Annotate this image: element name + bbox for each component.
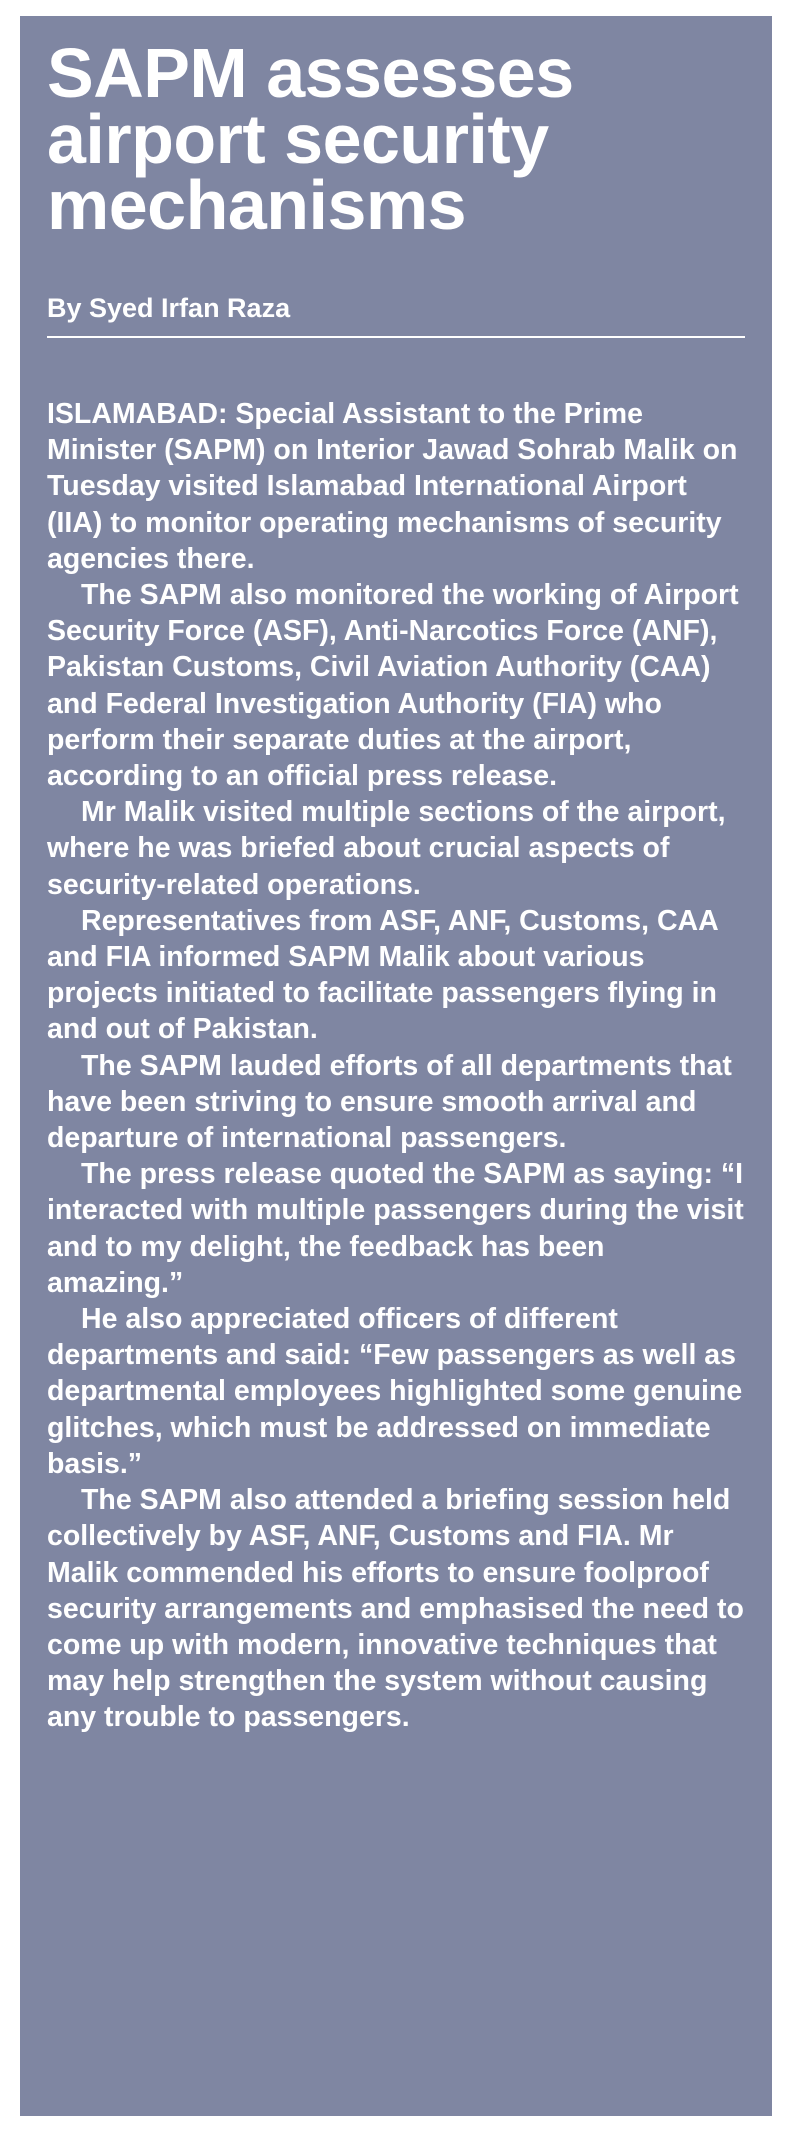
article-paragraph: He also appreciated officers of different departments and said: “Few passengers as well as departmental employees highlighted some genuine glitches, which must be addressed on immediate basis.” xyxy=(47,1303,743,1480)
article-byline: By Syed Irfan Raza xyxy=(47,293,291,323)
article-paragraph: The SAPM also monitored the working of Airport Security Force (ASF), Anti-Narcotics Force (ANF), Pakistan Customs, Civil Aviation Authority (CAA) and Federal Investigation Authority (FIA) who perform their separate duties at the airport, according to an official press release. xyxy=(47,579,739,793)
article-panel xyxy=(20,16,772,2116)
article-body xyxy=(47,396,747,1736)
article-paragraph: Representatives from ASF, ANF, Customs, CAA and FIA informed SAPM Malik about various projects initiated to facilitate passengers flying in and out of Pakistan. xyxy=(47,904,718,1046)
article-headline: SAPM assesses airport security mechanisms xyxy=(47,34,574,244)
byline-divider xyxy=(47,336,745,338)
article-paragraph: ISLAMABAD: Special Assistant to the Prime Minister (SAPM) on Interior Jawad Sohrab Malik on Tuesday visited Islamabad International Airport (IIA) to monitor operating mechanisms of security agencies there. xyxy=(47,398,738,575)
article-paragraph: The SAPM lauded efforts of all departments that have been striving to ensure smooth arrival and departure of international passengers. xyxy=(47,1049,732,1155)
article-paragraph: The press release quoted the SAPM as saying: “I interacted with multiple passengers during the visit and to my delight, the feedback has been amazing.” xyxy=(47,1158,744,1299)
article-paragraph: Mr Malik visited multiple sections of the airport, where he was briefed about crucial aspects of security-related operations. xyxy=(47,796,726,901)
article-paragraph: The SAPM also attended a briefing session held collectively by ASF, ANF, Customs and FIA. Mr Malik commended his efforts to ensure foolproof security arrangements and emphasised the need to come up with modern, innovative techniques that may help strengthen the system without causing any trouble to passengers. xyxy=(47,1484,744,1734)
